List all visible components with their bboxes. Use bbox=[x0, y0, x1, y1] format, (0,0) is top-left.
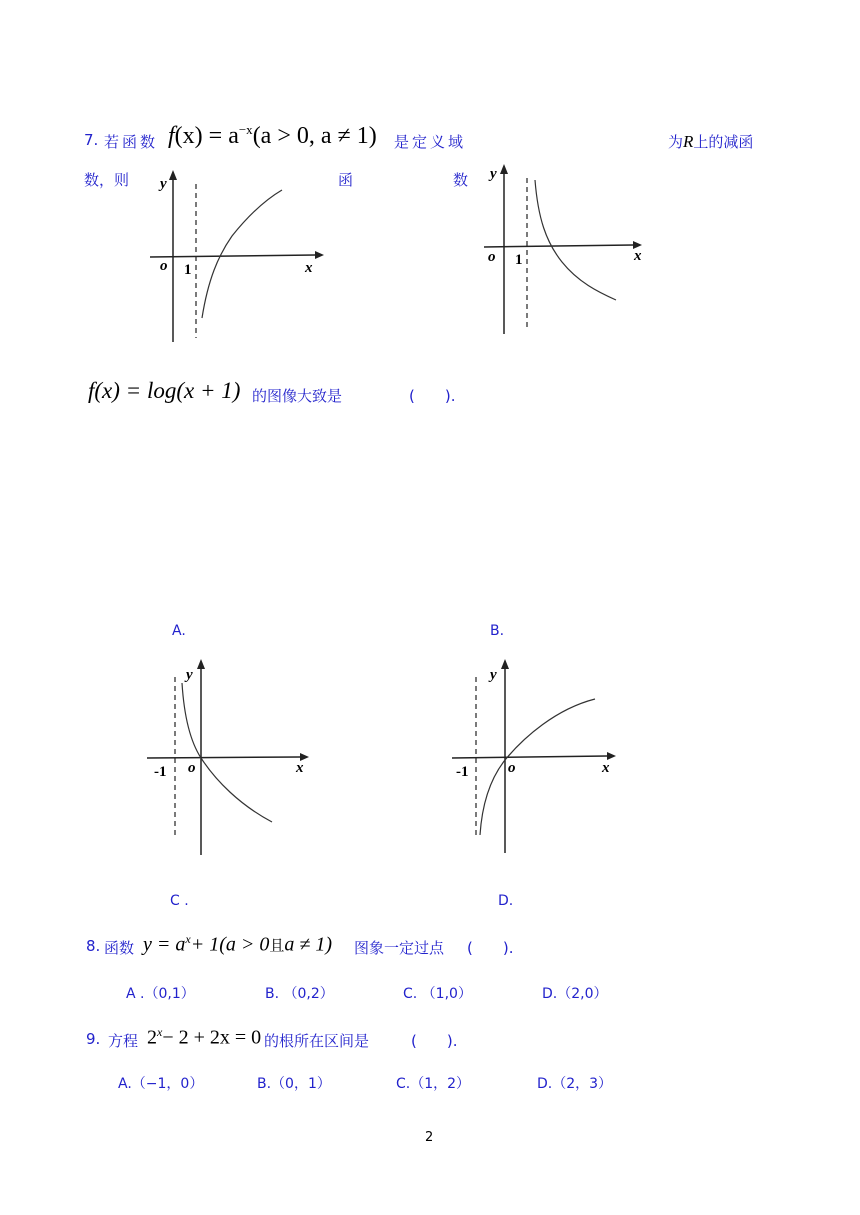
origin-label: o bbox=[160, 258, 168, 274]
y-label: y bbox=[490, 166, 497, 182]
tick-label: 1 bbox=[515, 252, 523, 268]
q7-paren: ( ). bbox=[409, 387, 456, 405]
y-axis-arrow bbox=[169, 170, 177, 180]
q8-option-b[interactable]: B. （0,2） bbox=[265, 986, 334, 1002]
tick-label: 1 bbox=[184, 262, 192, 278]
q9-suffix: 的根所在区间是 bbox=[264, 1032, 370, 1050]
y-label: y bbox=[160, 176, 167, 192]
y-axis-arrow bbox=[501, 659, 509, 669]
origin-label: o bbox=[488, 249, 496, 265]
q9-option-d[interactable]: D.（2，3） bbox=[537, 1076, 613, 1092]
q9-option-b[interactable]: B.（0，1） bbox=[257, 1076, 331, 1092]
q8-number: 8. bbox=[86, 937, 101, 955]
graph-b bbox=[478, 158, 668, 338]
q8-option-c[interactable]: C. （1,0） bbox=[403, 986, 472, 1002]
q8-formula: $y = a^x+ 1(a > 0$且a ≠ 1) bbox=[143, 932, 333, 956]
x-axis-arrow bbox=[607, 752, 616, 760]
q9-option-c[interactable]: C.（1，2） bbox=[396, 1076, 471, 1092]
graph-d bbox=[452, 655, 642, 860]
q8-option-a[interactable]: A .（0,1） bbox=[126, 986, 195, 1002]
tick-label: -1 bbox=[154, 764, 167, 780]
q7-prefix: 若函数 bbox=[104, 133, 159, 151]
q7-mid-text: 是定义域 bbox=[394, 133, 467, 151]
q9-formula: $2^x- 2 + 2x = 0$ bbox=[147, 1025, 262, 1049]
q7-line2-b: 函 bbox=[338, 171, 354, 189]
y-label: y bbox=[490, 667, 497, 683]
origin-label: o bbox=[188, 760, 196, 776]
q7-formula: $f(x) = a^{-x}(a > 0$, a ≠ 1) bbox=[168, 122, 377, 149]
curve bbox=[535, 180, 616, 300]
curve bbox=[182, 683, 272, 822]
q7-formula2: f(x) = log(x + 1) bbox=[88, 378, 241, 403]
x-axis bbox=[147, 757, 300, 758]
q8-paren: ( ). bbox=[467, 939, 514, 957]
page-number: 2 bbox=[425, 1130, 434, 1145]
q9-number: 9. bbox=[86, 1030, 101, 1048]
x-axis-arrow bbox=[315, 251, 324, 259]
q7-tail: 的图像大致是 bbox=[252, 387, 343, 405]
y-axis-arrow bbox=[500, 164, 508, 174]
x-axis bbox=[452, 756, 607, 758]
q9-prefix: 方程 bbox=[108, 1032, 139, 1050]
y-axis-arrow bbox=[197, 659, 205, 669]
x-axis bbox=[150, 255, 315, 257]
x-label: x bbox=[305, 260, 313, 276]
y-label: y bbox=[186, 667, 193, 683]
curve bbox=[480, 699, 595, 835]
q7-right-text: 为R上的减函 bbox=[668, 132, 754, 151]
option-d-label[interactable]: D. bbox=[498, 893, 514, 909]
q7-line2-c: 数 bbox=[453, 171, 469, 189]
q7-line2-a: 数，则 bbox=[84, 171, 130, 189]
q8-option-d[interactable]: D.（2,0） bbox=[542, 986, 608, 1002]
q9-option-a[interactable]: A.（−1，0） bbox=[118, 1076, 204, 1092]
q8-prefix: 函数 bbox=[104, 939, 135, 957]
x-axis bbox=[484, 245, 633, 247]
graph-a bbox=[140, 170, 330, 350]
origin-label: o bbox=[508, 760, 516, 776]
graph-c bbox=[140, 655, 330, 860]
tick-label: -1 bbox=[456, 764, 469, 780]
option-c-label[interactable]: C . bbox=[170, 893, 189, 909]
option-a-label[interactable]: A. bbox=[172, 623, 186, 639]
x-label: x bbox=[634, 248, 642, 264]
option-b-label[interactable]: B. bbox=[490, 623, 505, 639]
q7-number: 7. bbox=[84, 131, 99, 149]
curve bbox=[202, 190, 282, 318]
q9-paren: ( ). bbox=[411, 1032, 458, 1050]
q8-suffix: 图象一定过点 bbox=[354, 939, 445, 957]
x-label: x bbox=[602, 760, 610, 776]
x-label: x bbox=[296, 760, 304, 776]
